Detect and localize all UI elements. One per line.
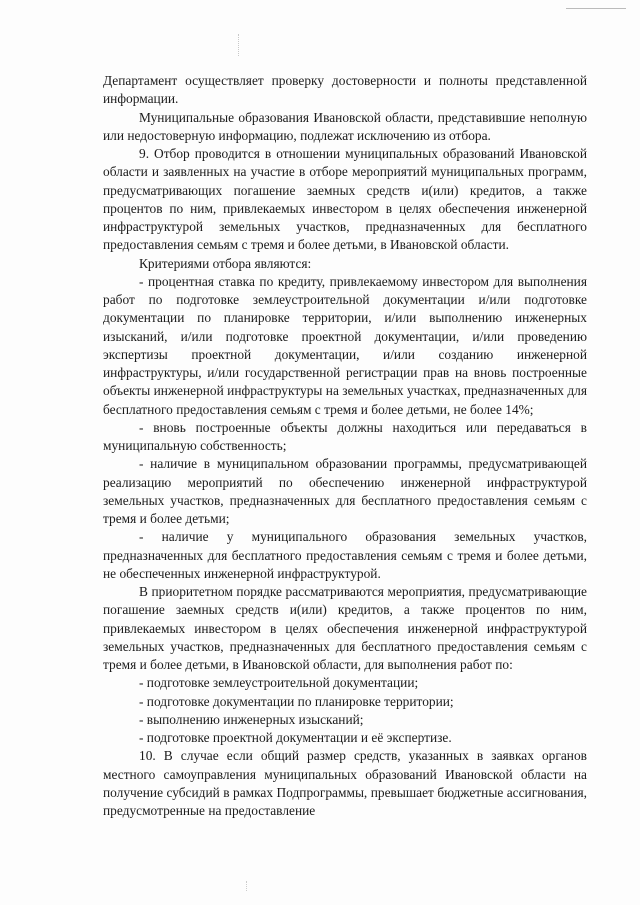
scan-artifact-line (566, 8, 626, 9)
list-item-planning-docs: - подготовке документации по планировке территории; (139, 693, 454, 709)
paragraph-exclusion: Муниципальные образования Ивановской области, представившие неполную или недостоверную информацию, подлежат исключению из отбора. (103, 109, 587, 143)
paragraph-verification: Департамент осуществляет проверку достоверности и полноты представленной информации. (103, 73, 587, 107)
paragraph-priority: В приоритетном порядке рассматриваются мероприятия, предусматривающие погашение заемных средств и(или) кредитов, а также процентов по ним, привлекаемых инвестором в целях обеспечения инженерной инфраструктурой земельных участков, предназначенных для бесплатного предоставления семьям с тремя и более детьми, в Ивановской области, для выполнения работ по: (103, 584, 587, 672)
list-item-surveys: - выполнению инженерных изысканий; (139, 711, 364, 727)
scan-artifact-mark-bottom (246, 881, 249, 891)
scan-artifact-mark (238, 34, 242, 56)
paragraph-point-10: 10. В случае если общий размер средств, указанных в заявках органов местного самоуправления муниципальных образований Ивановской области на получение субсидий в рамках Подпрограммы, превышает бюджетные ассигнования, предусмотренные на предоставление (103, 748, 587, 818)
criterion-land-plots: - наличие у муниципального образования земельных участков, предназначенных для бесплатного предоставления семьям с тремя и более детьми, не обеспеченных инженерной инфраструктурой. (103, 529, 587, 581)
criterion-municipal-property: - вновь построенные объекты должны находиться или передаваться в муниципальную собственность; (103, 419, 587, 453)
paragraph-selection-9: 9. Отбор проводится в отношении муниципальных образований Ивановской области и заявленных на участие в отборе мероприятий муниципальных программ, предусматривающих погашение заемных средств и(или) кредитов, а также процентов по ним, привлекаемых инвестором в целях обеспечения инженерной инфраструктурой земельных участков, предназначенных для бесплатного предоставления семьям с тремя и более детьми, в Ивановской области. (103, 146, 587, 253)
document-body (103, 72, 587, 820)
paragraph-criteria-heading: Критериями отбора являются: (139, 255, 312, 271)
criterion-program: - наличие в муниципальном образовании программы, предусматривающей реализацию мероприятий по обеспечению инженерной инфраструктурой земельных участков, предназначенных для бесплатного предоставления семьям с тремя и более детьми; (103, 456, 587, 526)
criterion-interest-rate: - процентная ставка по кредиту, привлекаемому инвестором для выполнения работ по подготовке землеустроительной документации и/или подготовке документации по планировке территории, и/или выполнению инженерных изысканий, и/или подготовке проектной документации, и/или проведению экспертизы проектной документации, и/или созданию инженерной инфраструктуры, и/или государственной регистрации прав на вновь построенные объекты инженерной инфраструктуры на земельных участках, предназначенных для бесплатного предоставления семьям с тремя и более детьми, не более 14%; (103, 273, 587, 417)
list-item-land-docs: - подготовке землеустроительной документации; (139, 675, 419, 691)
list-item-project-docs: - подготовке проектной документации и её экспертизе. (139, 730, 452, 745)
